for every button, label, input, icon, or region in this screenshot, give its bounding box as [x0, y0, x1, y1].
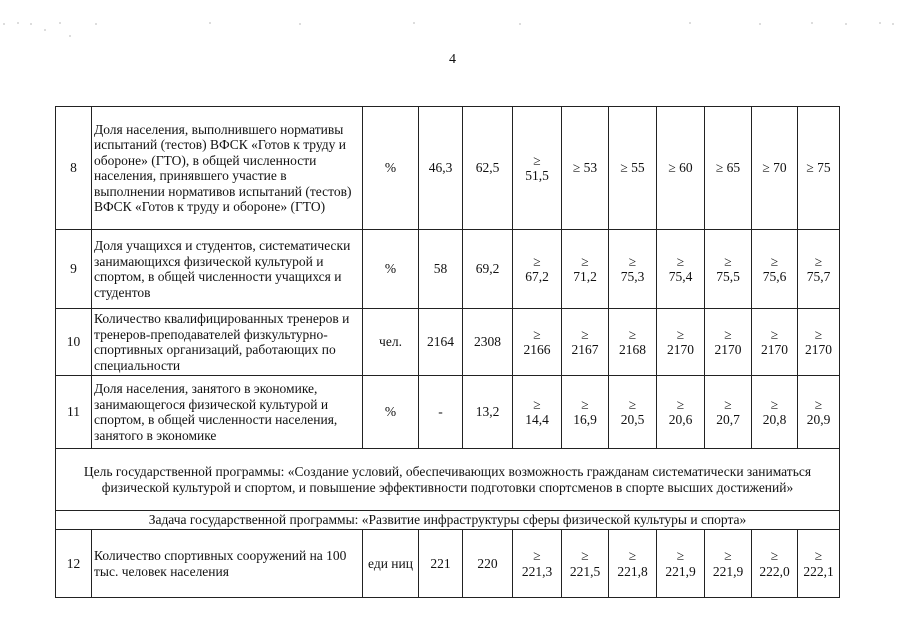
- target-value: ≥ 75,6: [752, 230, 798, 309]
- table-row: [56, 230, 840, 309]
- unit-cell: %: [363, 107, 419, 230]
- table-row: [56, 530, 840, 598]
- value-year-1: -: [419, 376, 463, 449]
- target-value: ≥ 71,2: [562, 230, 609, 309]
- target-value: ≥ 75,3: [609, 230, 657, 309]
- target-value: ≥ 75,4: [657, 230, 705, 309]
- target-value: ≥ 70: [752, 107, 798, 230]
- value-year-2: 13,2: [463, 376, 513, 449]
- indicator-name: Количество спортивных сооружений на 100 тыс. человек населения: [92, 530, 363, 598]
- indicators-table: [55, 106, 840, 598]
- target-value: ≥ 2170: [752, 309, 798, 376]
- target-value: ≥ 60: [657, 107, 705, 230]
- unit-cell: %: [363, 230, 419, 309]
- value-year-2: 62,5: [463, 107, 513, 230]
- target-value: ≥ 53: [562, 107, 609, 230]
- value-year-2: 69,2: [463, 230, 513, 309]
- unit-cell: еди ниц: [363, 530, 419, 598]
- target-value: ≥ 65: [705, 107, 752, 230]
- target-value: ≥ 75,5: [705, 230, 752, 309]
- task-row: [56, 511, 840, 530]
- unit-cell: %: [363, 376, 419, 449]
- target-value: ≥ 221,3: [513, 530, 562, 598]
- target-value: ≥ 75: [798, 107, 840, 230]
- value-year-2: 220: [463, 530, 513, 598]
- target-value: ≥ 221,9: [657, 530, 705, 598]
- table-body-infrastructure: [56, 530, 840, 598]
- indicator-name: Количество квалифицированных тренеров и тренеров-преподавателей физкультурно-спортивных организаций, работающих по специальности: [92, 309, 363, 376]
- target-value: ≥ 20,7: [705, 376, 752, 449]
- target-value: ≥ 221,8: [609, 530, 657, 598]
- program-task: Задача государственной программы: «Развитие инфраструктуры сферы физической культуры и спорта»: [56, 511, 840, 530]
- value-year-1: 2164: [419, 309, 463, 376]
- row-number: 9: [56, 230, 92, 309]
- value-year-2: 2308: [463, 309, 513, 376]
- target-value: ≥ 20,6: [657, 376, 705, 449]
- table-row: [56, 107, 840, 230]
- page-number: 4: [449, 52, 456, 67]
- target-value: ≥ 20,9: [798, 376, 840, 449]
- table-body-indicators: [56, 107, 840, 449]
- target-value: ≥ 16,9: [562, 376, 609, 449]
- target-value: ≥ 2170: [798, 309, 840, 376]
- indicator-name: Доля учащихся и студентов, систематически занимающихся физической культурой и спортом, в общей численности учащихся и студентов: [92, 230, 363, 309]
- target-value: ≥ 222,0: [752, 530, 798, 598]
- target-value: ≥ 75,7: [798, 230, 840, 309]
- value-year-1: 58: [419, 230, 463, 309]
- table-row: [56, 309, 840, 376]
- target-value: ≥ 2170: [657, 309, 705, 376]
- target-value: ≥ 221,5: [562, 530, 609, 598]
- target-value: ≥ 55: [609, 107, 657, 230]
- row-number: 11: [56, 376, 92, 449]
- target-value: ≥ 20,8: [752, 376, 798, 449]
- indicator-name: Доля населения, занятого в экономике, занимающегося физической культурой и спортом, в общей численности населения, занятого в экономике: [92, 376, 363, 449]
- target-value: ≥ 14,4: [513, 376, 562, 449]
- target-value: ≥ 20,5: [609, 376, 657, 449]
- target-value: ≥ 2170: [705, 309, 752, 376]
- unit-cell: чел.: [363, 309, 419, 376]
- row-number: 12: [56, 530, 92, 598]
- target-value: ≥ 67,2: [513, 230, 562, 309]
- goal-row: [56, 449, 840, 511]
- target-value: ≥ 222,1: [798, 530, 840, 598]
- table-row: [56, 376, 840, 449]
- target-value: ≥ 2168: [609, 309, 657, 376]
- value-year-1: 46,3: [419, 107, 463, 230]
- row-number: 8: [56, 107, 92, 230]
- target-value: ≥ 2167: [562, 309, 609, 376]
- target-value: ≥ 221,9: [705, 530, 752, 598]
- scan-noise: [0, 14, 905, 44]
- target-value: ≥ 2166: [513, 309, 562, 376]
- target-value: ≥ 51,5: [513, 107, 562, 230]
- value-year-1: 221: [419, 530, 463, 598]
- program-goal: Цель государственной программы: «Создание условий, обеспечивающих возможность гражданам систематически заниматься физической культурой и спортом, и повышение эффективности подготовки спортсменов в спорте высших достижений»: [56, 449, 840, 511]
- row-number: 10: [56, 309, 92, 376]
- indicator-name: Доля населения, выполнившего нормативы испытаний (тестов) ВФСК «Готов к труду и обороне» (ГТО), в общей численности населения, принявшего участие в выполнении нормативов испытаний (тестов) ВФСК «Готов к труду и обороне» (ГТО): [92, 107, 363, 230]
